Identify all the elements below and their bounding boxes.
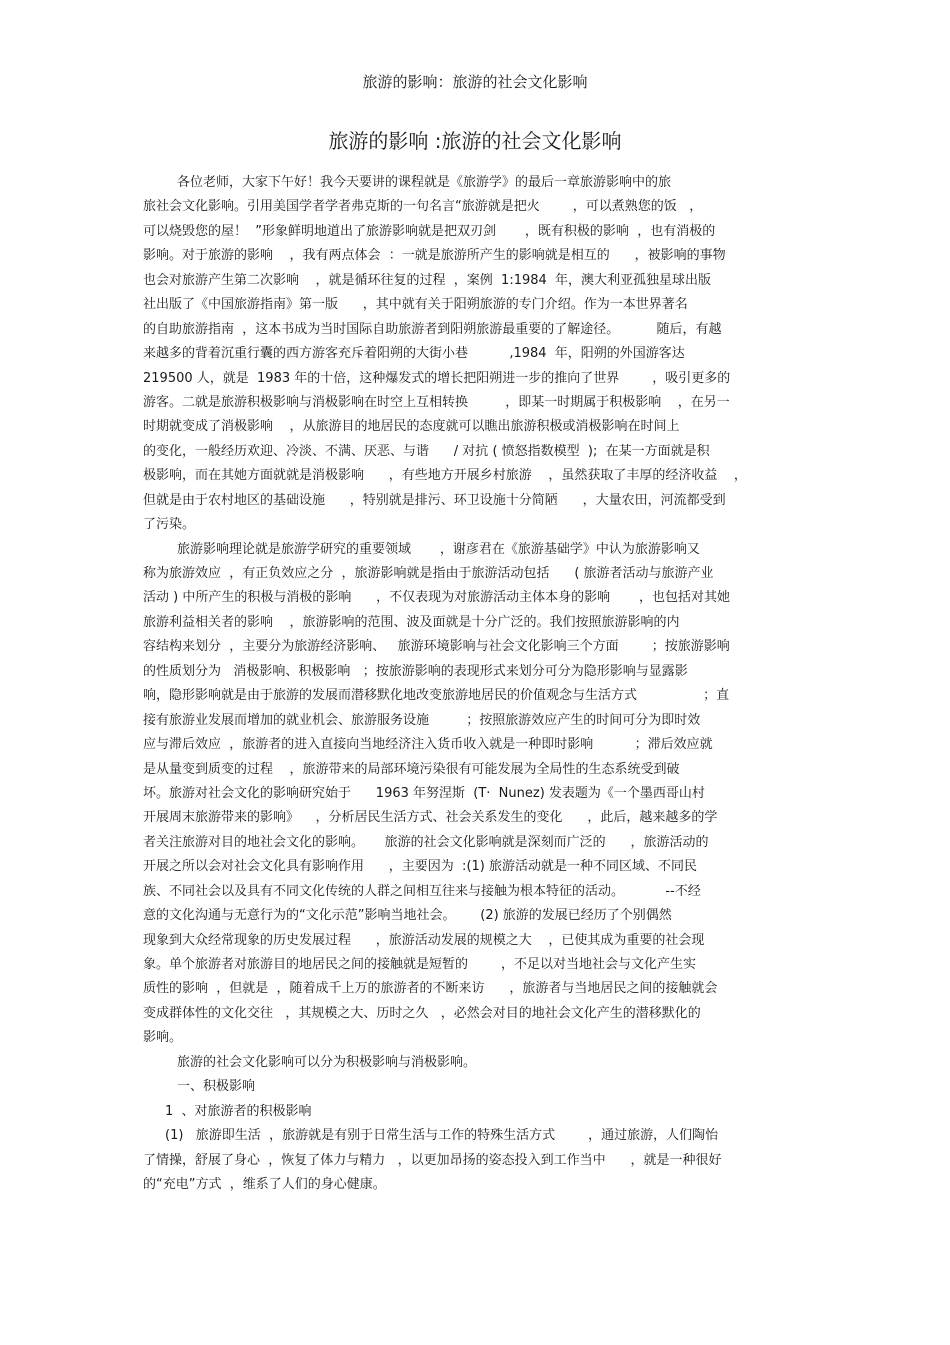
text-line: 族、不同社会以及具有不同文化传统的人群之间相互往来与接触为根本特征的活动。 --不经 (143, 883, 701, 899)
text-line: 是从量变到质变的过程 ，旅游带来的局部环境污染很有可能发展为全局性的生态系统受到破 (143, 761, 680, 777)
text-line: 应与滞后效应 ，旅游者的进入直接向当地经济注入货币收入就是一种即时影响 ；滞后效应就 (143, 737, 713, 753)
text-line: 影响。 (143, 1030, 183, 1046)
text-line: 社出版了《中国旅游指南》第一版 ，其中就有关于阳朔旅游的专门介绍。作为一本世界著名 (143, 297, 688, 313)
text-line: 1 、对旅游者的积极影响 (165, 1103, 312, 1119)
text-line: 意的文化沟通与无意行为的“文化示范”影响当地社会。 (2) 旅游的发展已经历了个别偶然 (143, 908, 672, 924)
text-line: 游客。二就是旅游积极影响与消极影响在时空上互相转换 ，即某一时期属于积极影响 ，在另一 (143, 394, 730, 410)
document-title: 旅游的影响 :旅游的社会文化影响 (328, 129, 622, 153)
text-line: 现象到大众经常现象的历史发展过程 ，旅游活动发展的规模之大 ，已使其成为重要的社会现 (143, 932, 705, 948)
text-line: 旅游利益相关者的影响 ，旅游影响的范围、波及面就是十分广泛的。我们按照旅游影响的内 (143, 614, 680, 630)
text-line: 也会对旅游产生第二次影响 ，就是循环往复的过程 ，案例 1:1984 年，澳大利亚孤独星球出版 (143, 272, 712, 288)
text-line: 可以烧毁您的屋！ ”形象鲜明地道出了旅游影响就是把双刃剑 ，既有积极的影响 ，也有消极的 (143, 223, 716, 239)
text-line: 响，隐形影响就是由于旅游的发展而潜移默化地改变旅游地居民的价值观念与生活方式 ；直 (143, 688, 730, 704)
text-line: 219500 人，就是 1983 年的十倍，这种爆发式的增长把阳朔进一步的推向了世界 ，吸引更多的 (143, 370, 731, 386)
text-line: 开展周末旅游带来的影响》 ，分析居民生活方式、社会关系发生的变化 ，此后，越来越多的学 (143, 810, 718, 826)
text-line: 旅游影响理论就是旅游学研究的重要领域 ，谢彦君在《旅游基础学》中认为旅游影响又 (177, 541, 700, 557)
body-text (143, 171, 811, 1197)
text-line: 的自助旅游指南 ，这本书成为当时国际自助旅游者到阳朔旅游最重要的了解途径。 随后，有越 (143, 321, 722, 337)
text-line: 者关注旅游对目的地社会文化的影响。 旅游的社会文化影响就是深刻而广泛的 ，旅游活动的 (143, 834, 709, 850)
text-line: 接有旅游业发展而增加的就业机会、旅游服务设施 ；按照旅游效应产生的时间可分为即时效 (143, 712, 701, 728)
text-line: 旅游的社会文化影响可以分为积极影响与消极影响。 (177, 1054, 477, 1070)
text-line: 旅社会文化影响。引用美国学者学者弗克斯的一句名言“旅游就是把火 ，可以煮熟您的饭 ， (143, 199, 703, 215)
text-line: 时期就变成了消极影响 ，从旅游目的地居民的态度就可以瞧出旅游积极或消极影响在时间上 (143, 419, 680, 435)
text-line: 来越多的背着沉重行囊的西方游客充斥着阳朔的大街小巷 ,1984 年，阳朔的外国游客达 (143, 346, 685, 362)
text-line: 的变化，一般经历欢迎、冷淡、不满、厌恶、与谐 / 对抗 ( 愤怒指数模型 ); 在某一方面就是积 (143, 443, 710, 459)
text-line: 影响。对于旅游的影响 ，我有两点体会 ：一就是旅游所产生的影响就是相互的 ，被影响的事物 (143, 248, 726, 264)
text-line: 的性质划分为 消极影响、积极影响 ；按旅游影响的表现形式来划分可分为隐形影响与显露影 (143, 663, 688, 679)
text-line: 质性的影响 ，但就是 ，随着成千上万的旅游者的不断来访 ，旅游者与当地居民之间的接触就会 (143, 981, 718, 997)
text-line: 开展之所以会对社会文化具有影响作用 ，主要因为 :(1) 旅游活动就是一种不同区域、不同民 (143, 859, 697, 875)
text-line: 容结构来划分 ，主要分为旅游经济影响、 旅游环境影响与社会文化影响三个方面 ；按旅游影响 (143, 639, 730, 655)
text-line: 的“充电”方式 ，维系了人们的身心健康。 (143, 1176, 386, 1192)
text-line: 称为旅游效应 ，有正负效应之分 ，旅游影响就是指由于旅游活动包括 ( 旅游者活动与旅游产业 (143, 566, 714, 581)
text-line: 一、积极影响 (177, 1079, 256, 1095)
text-line: 各位老师，大家下午好！我今天要讲的课程就是《旅游学》的最后一章旅游影响中的旅 (177, 175, 672, 190)
text-line: 活动 ) 中所产生的积极与消极的影响 ，不仅表现为对旅游活动主体本身的影响 ，也包括对其她 (143, 590, 731, 606)
text-line: 但就是由于农村地区的基础设施 ，特别就是排污、环卫设施十分简陋 ，大量农田，河流都受到 (143, 492, 726, 508)
text-line: 极影响，而在其她方面就就是消极影响 ，有些地方开展乡村旅游 ，虽然获取了丰厚的经济收益 ， (143, 468, 747, 484)
text-line: 坏。旅游对社会文化的影响研究始于 1963 年努涅斯 (T· Nunez) 发表题为《一个墨西哥山村 (143, 785, 705, 801)
text-line: 变成群体性的文化交往 ，其规模之大、历时之久 ，必然会对目的地社会文化产生的潜移默化的 (143, 1005, 701, 1021)
text-line: 象。单个旅游者对旅游目的地居民之间的接触就是短暂的 ，不足以对当地社会与文化产生实 (143, 957, 697, 972)
text-line: (1) 旅游即生活 ，旅游就是有别于日常生活与工作的特殊生活方式 ，通过旅游，人们陶怡 (165, 1128, 719, 1144)
text-line: 了情操，舒展了身心 ，恢复了体力与精力 ，以更加昂扬的姿态投入到工作当中 ，就是一种很好 (143, 1152, 722, 1168)
running-header: 旅游的影响：旅游的社会文化影响 (362, 73, 588, 91)
text-line: 了污染。 (143, 517, 196, 533)
